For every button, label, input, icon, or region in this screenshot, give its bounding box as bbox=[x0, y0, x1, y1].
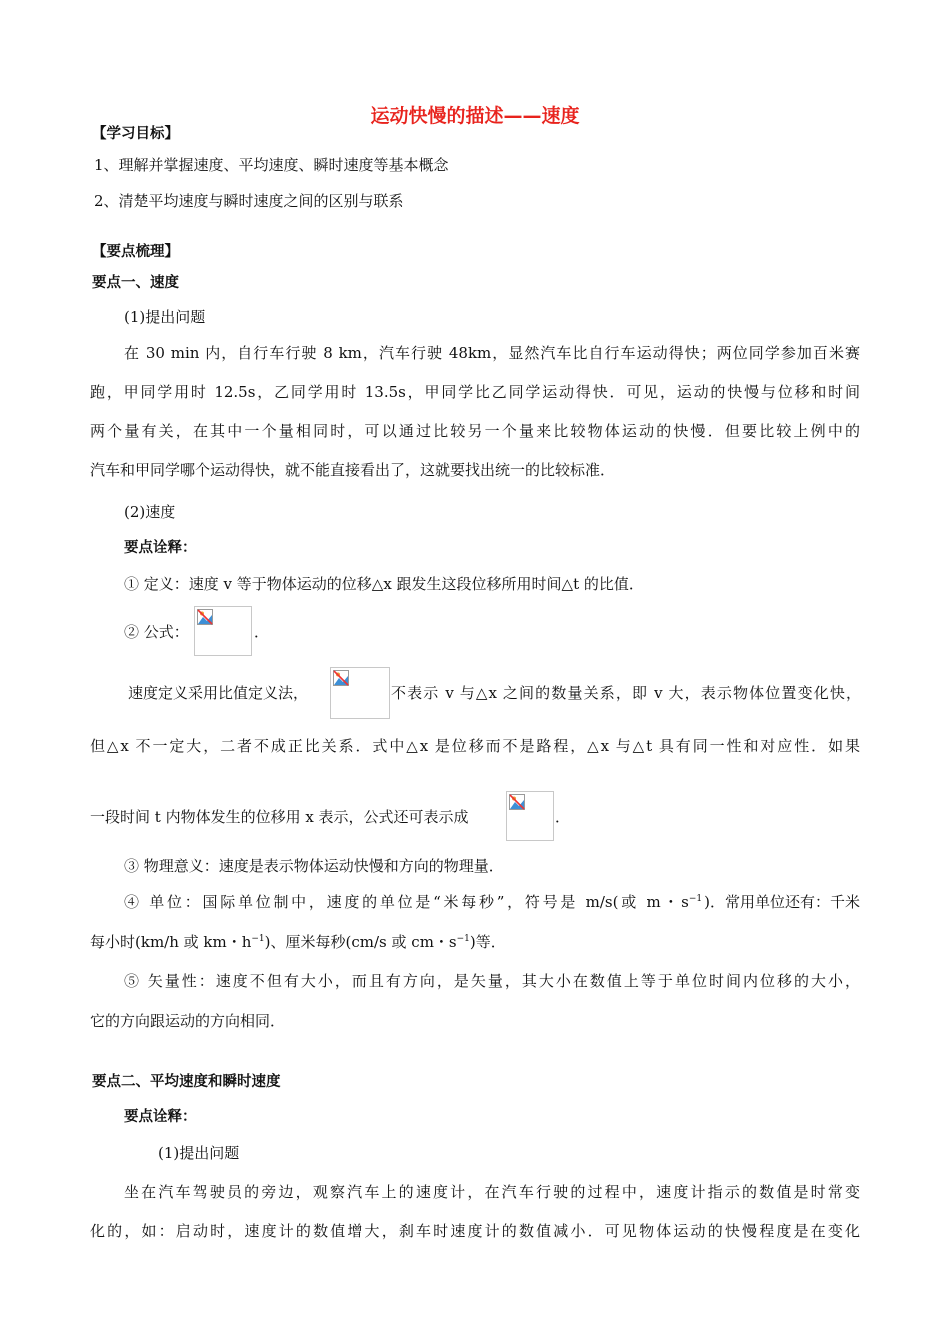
paragraph-line: 坐在汽车驾驶员的旁边，观察汽车上的速度计，在汽车行驶的过程中，速度计指示的数值是时常变 bbox=[124, 1183, 860, 1201]
vector-line-1: ⑤ 矢量性：速度不但有大小，而且有方向，是矢量，其大小在数值上等于单位时间内位移的大小， bbox=[124, 972, 860, 990]
goal-item-2: 2、清楚平均速度与瞬时速度之间的区别与联系 bbox=[94, 192, 404, 210]
point1-sub1: (1)提出问题 bbox=[124, 308, 206, 326]
broken-image-icon bbox=[333, 670, 349, 686]
explanation-part-d: 一段时间 t 内物体发生的位移用 x 表示，公式还可表示成 bbox=[90, 808, 469, 826]
unit-b2: )、厘米每秒(cm/s 或 cm・s bbox=[264, 933, 457, 951]
physical-meaning: ③ 物理意义：速度是表示物体运动快慢和方向的物理量． bbox=[124, 857, 504, 875]
unit-b3: )等． bbox=[469, 933, 506, 951]
point2-sub1: (1)提出问题 bbox=[158, 1144, 240, 1162]
paragraph-line: 两个量有关，在其中一个量相同时，可以通过比较另一个量来比较物体运动的快慢．但要比较上例中的 bbox=[90, 422, 860, 440]
explanation-part-b: 不表示 v 与△x 之间的数量关系，即 v 大，表示物体位置变化快， bbox=[391, 684, 861, 702]
unit-a-end: )．常用单位还有：千米 bbox=[704, 893, 860, 911]
formula-period: ． bbox=[254, 623, 270, 641]
summary-heading: 【要点梳理】 bbox=[92, 244, 179, 260]
unit-b1-sup: −1 bbox=[251, 934, 265, 944]
point2-paragraph bbox=[90, 1182, 860, 1260]
paragraph-line: 汽车和甲同学哪个运动得快，就不能直接看出了，这就要找出统一的比较标准． bbox=[90, 461, 616, 479]
vector-line-2: 它的方向跟运动的方向相同． bbox=[90, 1012, 286, 1030]
paragraph-line: 在 30 min 内，自行车行驶 8 km，汽车行驶 48km，显然汽车比自行车运动得快；两位同学参加百米赛 bbox=[124, 344, 860, 362]
point2-notes-heading: 要点诠释： bbox=[124, 1109, 197, 1125]
unit-line-1 bbox=[124, 892, 860, 912]
ratio-image bbox=[330, 667, 390, 719]
velocity-definition: ① 定义：速度 v 等于物体运动的位移△x 跟发生这段位移所用时间△t 的比值． bbox=[124, 575, 644, 593]
point1-paragraph bbox=[90, 343, 860, 499]
paragraph-line: 跑，甲同学用时 12.5s，乙同学用时 13.5s，甲同学比乙同学运动得快．可见，运动的快慢与位移和时间 bbox=[90, 383, 860, 401]
formula-label: ② 公式： bbox=[124, 623, 189, 641]
unit-a: ④ 单位：国际单位制中，速度的单位是“米每秒”，符号是 m/s(或 m・s bbox=[124, 893, 689, 911]
formula-image bbox=[194, 606, 252, 656]
explanation-part-a: 速度定义采用比值定义法， bbox=[128, 684, 309, 702]
page-title: 运动快慢的描述——速度 bbox=[370, 105, 580, 127]
unit-b2-sup: −1 bbox=[456, 934, 470, 944]
unit-b1: 每小时(km/h 或 km・h bbox=[90, 933, 252, 951]
unit-a-sup: −1 bbox=[688, 894, 703, 904]
point1-notes-heading: 要点诠释： bbox=[124, 540, 197, 556]
unit-line-2 bbox=[90, 932, 506, 952]
broken-image-icon bbox=[197, 609, 213, 625]
broken-image-icon bbox=[509, 794, 525, 810]
point1-sub2: (2)速度 bbox=[124, 503, 176, 521]
unit-text-a bbox=[124, 892, 704, 912]
point1-heading: 要点一、速度 bbox=[92, 275, 179, 291]
paragraph-line: 化的，如：启动时，速度计的数值增大，刹车时速度计的数值减小．可见物体运动的快慢程度是在变化 bbox=[90, 1222, 860, 1240]
explanation-part-c: 但△x 不一定大，二者不成正比关系．式中△x 是位移而不是路程，△x 与△t 具有同一性和对应性．如果 bbox=[90, 737, 860, 755]
explanation-part-e: ． bbox=[555, 808, 571, 826]
goal-item-1: 1、理解并掌握速度、平均速度、瞬时速度等基本概念 bbox=[94, 156, 449, 174]
displacement-formula-image bbox=[506, 791, 554, 841]
goals-heading: 【学习目标】 bbox=[92, 126, 179, 142]
point2-heading: 要点二、平均速度和瞬时速度 bbox=[92, 1074, 281, 1090]
